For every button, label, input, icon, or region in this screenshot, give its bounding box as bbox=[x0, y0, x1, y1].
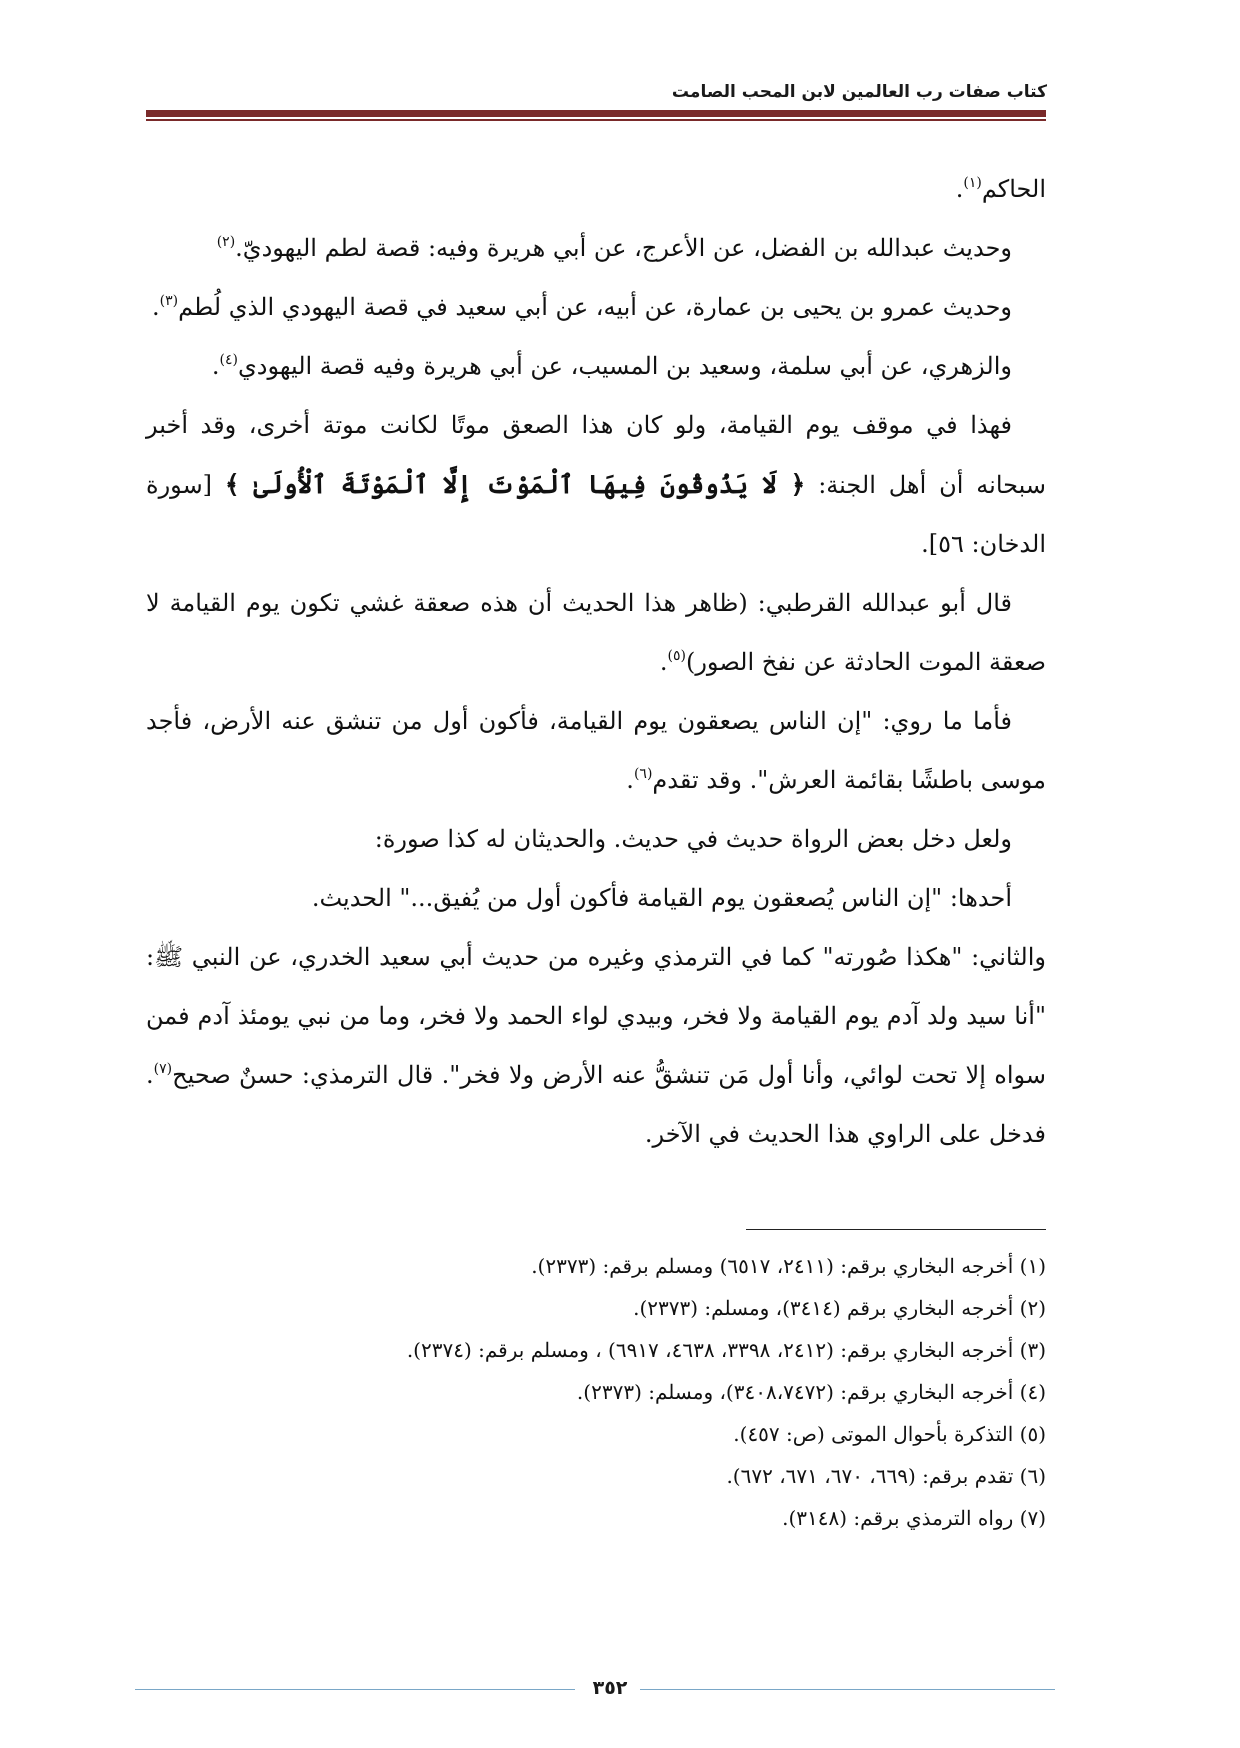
footnote-ref-5[interactable]: (٥) bbox=[667, 648, 686, 664]
footnote-7: (٧) رواه الترمذي برقم: (٣١٤٨). bbox=[782, 1506, 1046, 1530]
footnote-ref-1[interactable]: (١) bbox=[963, 175, 982, 191]
paragraph-8: ولعل دخل بعض الرواة حديث في حديث. والحديثان له كذا صورة: bbox=[374, 825, 1012, 853]
paragraph-5: فهذا في موقف يوم القيامة، ولو كان هذا الصعق موتًا لكانت موتة أخرى، وقد أخبر سبحانه أن أهل الجنة: ﴿ لَا يَذُوقُونَ فِيهَا ٱلْمَوْتَ إِلَّا ٱلْمَوْتَةَ ٱلْأُولَىٰ ﴾ [سورة الدخان: ٥٦]. bbox=[146, 411, 1046, 558]
footnote-ref-4[interactable]: (٤) bbox=[219, 352, 239, 368]
header-rule-thin bbox=[146, 119, 1046, 121]
footnote-separator bbox=[746, 1229, 1046, 1230]
main-text bbox=[146, 160, 1046, 1164]
footer-rule-right bbox=[640, 1689, 1055, 1690]
header-rule bbox=[146, 110, 1046, 117]
page-number: ٣٥٢ bbox=[592, 1677, 628, 1699]
paragraph-2: وحديث عبدالله بن الفضل، عن الأعرج، عن أبي هريرة وفيه: قصة لطم اليهوديّ.$^{(٢)}$ bbox=[216, 234, 1012, 262]
paragraph-3: وحديث عمرو بن يحيى بن عمارة، عن أبيه، عن أبي سعيد في قصة اليهودي الذي لُطم$^{(٣)}$. bbox=[152, 293, 1012, 321]
running-header-title: كتاب صفات رب العالمين لابن المحب الصامت bbox=[671, 82, 1047, 102]
paragraph-4: والزهري، عن أبي سلمة، وسعيد بن المسيب، عن أبي هريرة وفيه قصة اليهودي$^{(٤)}$. bbox=[211, 352, 1012, 380]
footnote-4: (٤) أخرجه البخاري برقم: (٣٤٠٨،٧٤٧٢)، ومسلم: (٢٣٧٣). bbox=[576, 1380, 1046, 1404]
page-footer bbox=[0, 1677, 1240, 1707]
footnote-2: (٢) أخرجه البخاري برقم (٣٤١٤)، ومسلم: (٢٣٧٣). bbox=[633, 1296, 1046, 1320]
footnotes bbox=[146, 1245, 1046, 1539]
quran-verse: ﴿ لَا يَذُوقُونَ فِيهَا ٱلْمَوْتَ إِلَّا ٱلْمَوْتَةَ ٱلْأُولَىٰ ﴾ bbox=[224, 470, 806, 499]
paragraph-9: أحدها: "إن الناس يُصعقون يوم القيامة فأكون أول من يُفيق..." الحديث. bbox=[311, 884, 1012, 912]
footnote-3: (٣) أخرجه البخاري برقم: (٢٤١٢، ٣٣٩٨، ٤٦٣٨، ٦٩١٧) ، ومسلم برقم: (٢٣٧٤). bbox=[406, 1338, 1046, 1362]
footnote-5: (٥) التذكرة بأحوال الموتى (ص: ٤٥٧). bbox=[733, 1422, 1046, 1446]
paragraph-6: قال أبو عبدالله القرطبي: (ظاهر هذا الحديث أن هذه صعقة غشي تكون يوم القيامة لا صعقة الموت الحادثة عن نفخ الصور)$^{(٥)}$. bbox=[146, 589, 1046, 676]
paragraph-1: الحاكم$^{(١)}$. bbox=[955, 175, 1046, 203]
footnote-1: (١) أخرجه البخاري برقم: (٢٤١١، ٦٥١٧) ومسلم برقم: (٢٣٧٣). bbox=[531, 1254, 1046, 1278]
footnote-ref-6[interactable]: (٦) bbox=[633, 766, 653, 782]
paragraph-7: فأما ما روي: "إن الناس يصعقون يوم القيامة، فأكون أول من تنشق عنه الأرض، فأجد موسى باطشًا بقائمة العرش". وقد تقدم$^{(٦)}$. bbox=[146, 707, 1046, 794]
footer-rule-left bbox=[135, 1689, 575, 1690]
footnote-ref-2[interactable]: (٢) bbox=[216, 234, 236, 250]
footnote-ref-3[interactable]: (٣) bbox=[159, 293, 179, 309]
paragraph-10: والثاني: "هكذا صُورته" كما في الترمذي وغيره من حديث أبي سعيد الخدري، عن النبي ﷺ: "أنا سيد ولد آدم يوم القيامة ولا فخر، وبيدي لواء الحمد ولا فخر، وما من نبي يومئذ آدم فمن سواه إلا تحت لوائي، وأنا أول مَن تنشقُّ عنه الأرض ولا فخر". قال الترمذي: حسنٌ صحيح$^{(٧)}$. فدخل على الراوي هذا الحديث في الآخر. bbox=[146, 943, 1046, 1148]
footnote-ref-7[interactable]: (٧) bbox=[153, 1061, 173, 1077]
footnote-6: (٦) تقدم برقم: (٦٦٩، ٦٧٠، ٦٧١، ٦٧٢). bbox=[726, 1464, 1046, 1488]
